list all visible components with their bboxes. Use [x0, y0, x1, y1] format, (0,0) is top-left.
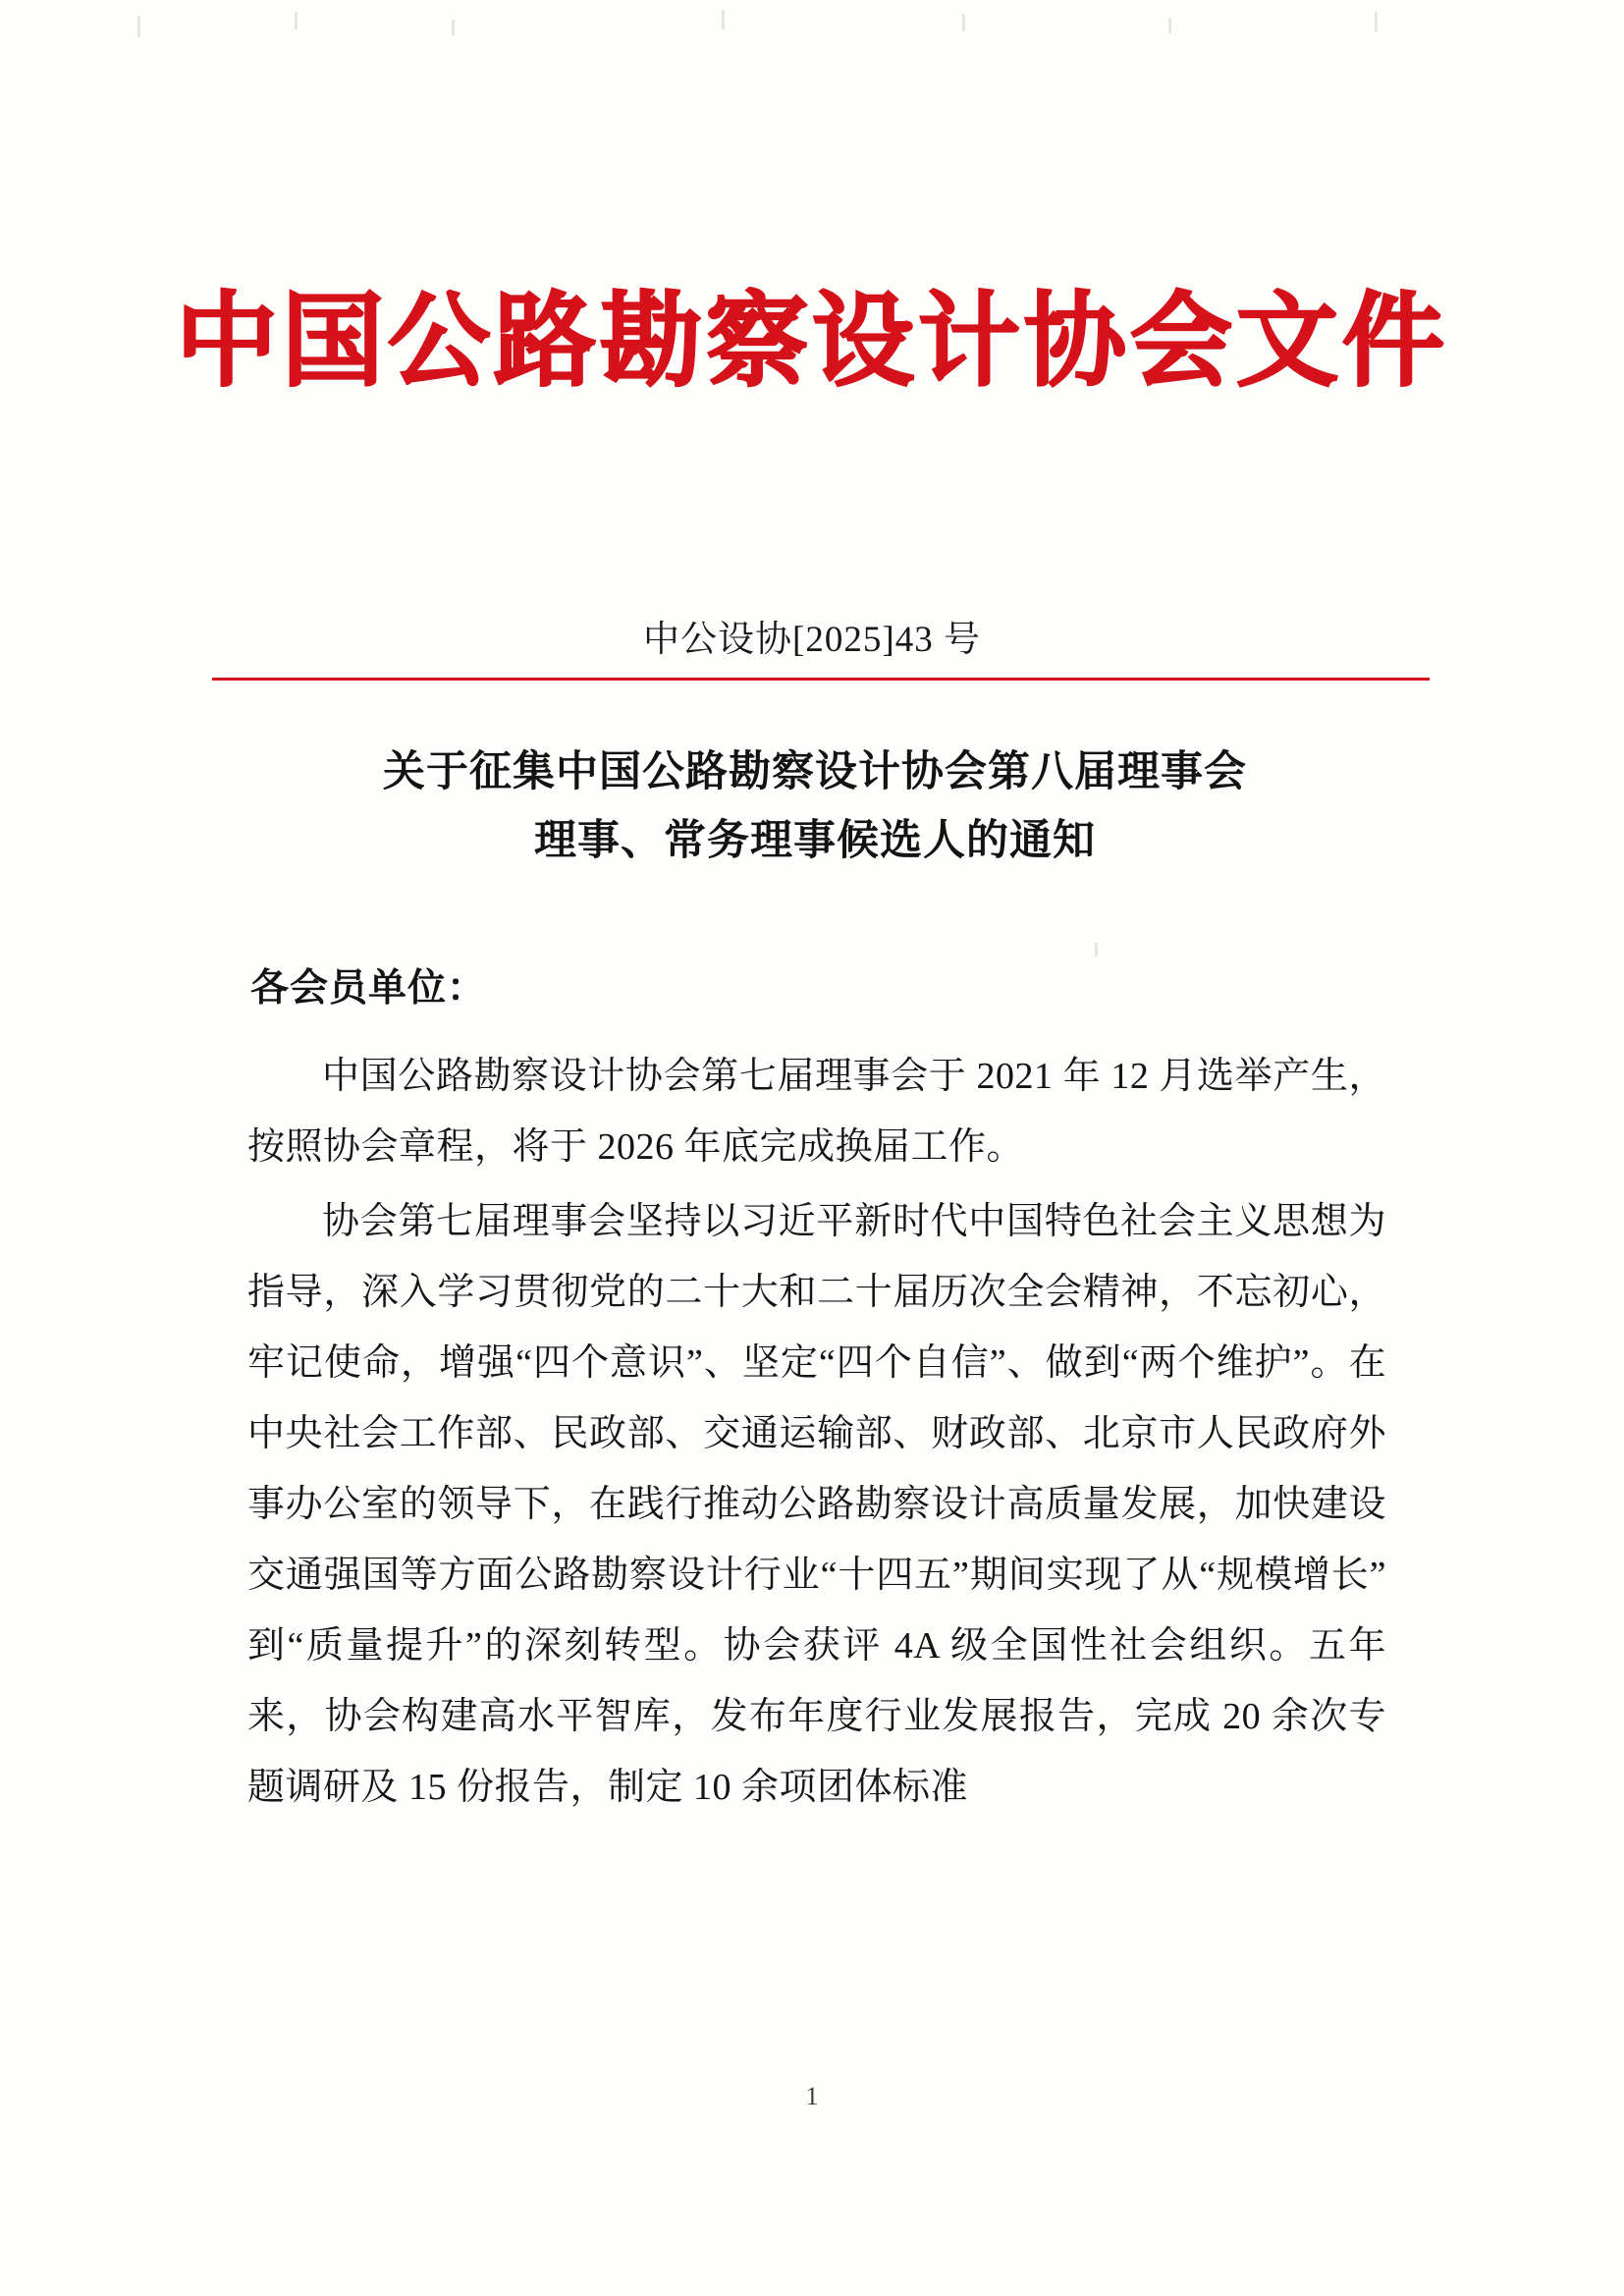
body-paragraph: 协会第七届理事会坚持以习近平新时代中国特色社会主义思想为指导，深入学习贯彻党的二十大和二十届历次全会精神，不忘初心，牢记使命，增强“四个意识”、坚定“四个自信”、做到“两个维护”。在中央社会工作部、民政部、交通运输部、财政部、北京市人民政府外事办公室的领导下，在践行推动公路勘察设计高质量发展，加快建设交通强国等方面公路勘察设计行业“十四五”期间实现了从“规模增长”到“质量提升”的深刻转型。协会获评 4A 级全国性社会组织。五年来，协会构建高水平智库，发布年度行业发展报告，完成 20 余次专题调研及 15 份报告，制定 10 余项团体标准: [247, 1201, 1386, 1808]
page-title: [236, 738, 1394, 875]
scan-speck: [295, 12, 298, 29]
scan-speck: [1375, 12, 1378, 31]
document-body: [247, 1041, 1386, 1827]
page-title-line-2: 理事、常务理事候选人的通知: [534, 815, 1096, 865]
scan-speck: [1168, 18, 1171, 33]
scan-speck: [1095, 943, 1098, 957]
scan-speck: [722, 10, 725, 29]
salutation: 各会员单位：: [250, 965, 487, 1011]
page-title-line-1: 关于征集中国公路勘察设计协会第八届理事会: [383, 747, 1247, 796]
scan-speck: [962, 14, 965, 31]
scan-speck: [452, 20, 455, 35]
page-number: 1: [805, 2082, 819, 2110]
document-masthead: 中国公路勘察设计协会文件: [175, 280, 1448, 401]
body-paragraph: 中国公路勘察设计协会第七届理事会于 2021 年 12 月选举产生，按照协会章程，将于 2026 年底完成换届工作。: [247, 1056, 1386, 1168]
red-divider-rule: [212, 678, 1430, 681]
scan-speck: [137, 16, 140, 37]
document-number: 中公设协[2025]43 号: [643, 620, 981, 660]
